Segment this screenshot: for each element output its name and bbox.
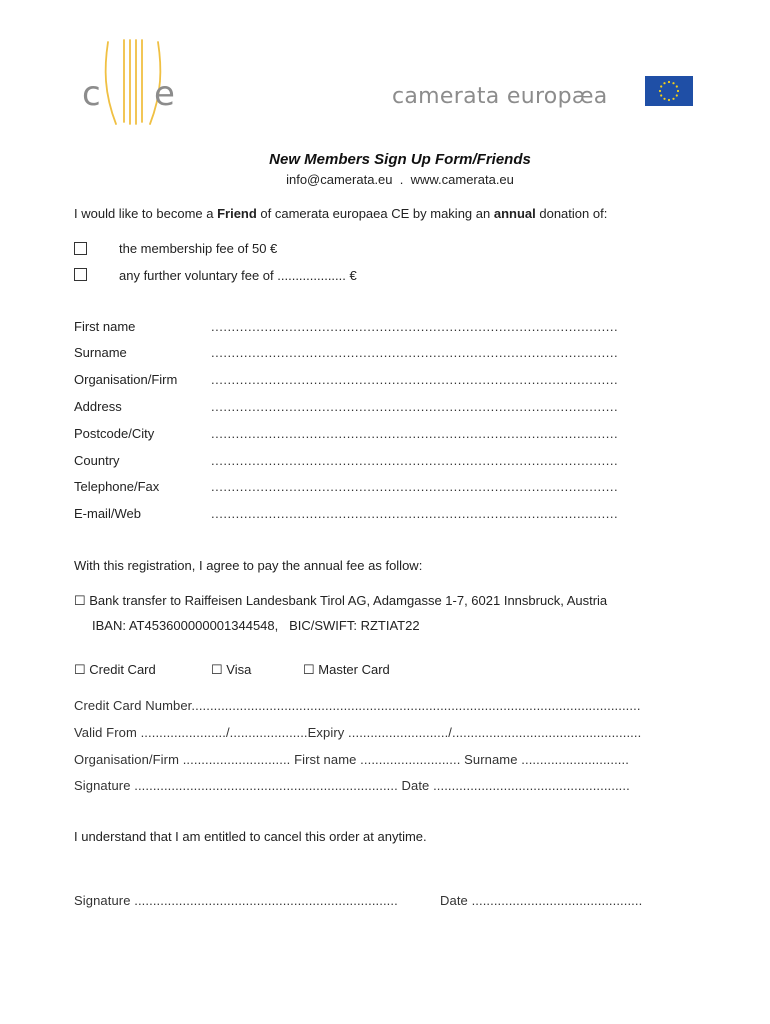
field-label: First name bbox=[74, 319, 136, 334]
form-title: New Members Sign Up Form/Friends bbox=[269, 151, 531, 168]
field-label: Organisation/Firm bbox=[74, 372, 178, 387]
voluntary-fee-label: any further voluntary fee of ................... € bbox=[119, 268, 357, 283]
card-holder-field[interactable]: Organisation/Firm ............................. First name ........................... Surname ............................. bbox=[74, 752, 629, 767]
iban-line: IBAN: AT453600000001344548, BIC/SWIFT: RZTIAT22 bbox=[92, 618, 420, 633]
intro-part-3: donation of: bbox=[535, 206, 608, 221]
surname-field[interactable]: ................................................................................................... bbox=[211, 345, 619, 360]
field-label: Address bbox=[74, 399, 122, 414]
contact-line: info@camerata.eu . www.camerata.eu bbox=[286, 172, 514, 187]
first-name-field[interactable]: ................................................................................................... bbox=[211, 319, 619, 334]
intro-part-1: I would like to become a bbox=[74, 206, 218, 221]
postcode-city-field[interactable]: ................................................................................................... bbox=[211, 426, 619, 441]
intro-friend: Friend bbox=[217, 206, 257, 221]
master-card-option[interactable]: ☐ Master Card bbox=[303, 662, 390, 677]
brand-name: camerata europæa bbox=[392, 84, 608, 109]
intro-part-2: of camerata europaea CE by making an bbox=[256, 206, 494, 221]
final-signature-field[interactable]: Signature ....................................................................... bbox=[74, 893, 398, 908]
membership-fee-label: the membership fee of 50 € bbox=[119, 241, 278, 256]
final-date-field[interactable]: Date .............................................. bbox=[440, 893, 643, 908]
field-label: Postcode/City bbox=[74, 426, 155, 441]
visa-option[interactable]: ☐ Visa bbox=[211, 662, 252, 677]
payment-intro: With this registration, I agree to pay the annual fee as follow: bbox=[74, 558, 423, 573]
logo bbox=[74, 38, 194, 128]
credit-card-number-field[interactable]: Credit Card Number......................................................................................................................... bbox=[74, 698, 641, 713]
field-label: E-mail/Web bbox=[74, 506, 141, 521]
field-label: Telephone/Fax bbox=[74, 479, 160, 494]
card-signature-field[interactable]: Signature ....................................................................... Date ..................................................... bbox=[74, 778, 630, 793]
email-web-field[interactable]: ................................................................................................... bbox=[211, 506, 619, 521]
bank-transfer-option[interactable]: ☐ Bank transfer to Raiffeisen Landesbank Tirol AG, Adamgasse 1-7, 6021 Innsbruck, Austria bbox=[74, 593, 608, 608]
cancel-note: I understand that I am entitled to cancel this order at anytime. bbox=[74, 829, 427, 844]
organisation-field[interactable]: ................................................................................................... bbox=[211, 372, 619, 387]
eu-flag-icon bbox=[645, 76, 693, 106]
intro-text bbox=[74, 206, 607, 221]
address-field[interactable]: ................................................................................................... bbox=[211, 399, 619, 414]
field-label: Country bbox=[74, 453, 120, 468]
field-label: Surname bbox=[74, 345, 127, 360]
credit-card-option[interactable]: ☐ Credit Card bbox=[74, 662, 156, 677]
valid-expiry-field[interactable]: Valid From ......................./.....................Expiry .........................../................................................... bbox=[74, 725, 642, 740]
logo-letter-e: e bbox=[154, 74, 175, 114]
membership-fee-checkbox[interactable] bbox=[74, 242, 87, 255]
voluntary-fee-checkbox[interactable] bbox=[74, 268, 87, 281]
country-field[interactable]: ................................................................................................... bbox=[211, 453, 619, 468]
intro-annual: annual bbox=[493, 206, 536, 221]
telephone-fax-field[interactable]: ................................................................................................... bbox=[211, 479, 619, 494]
logo-letter-c: c bbox=[82, 74, 101, 114]
